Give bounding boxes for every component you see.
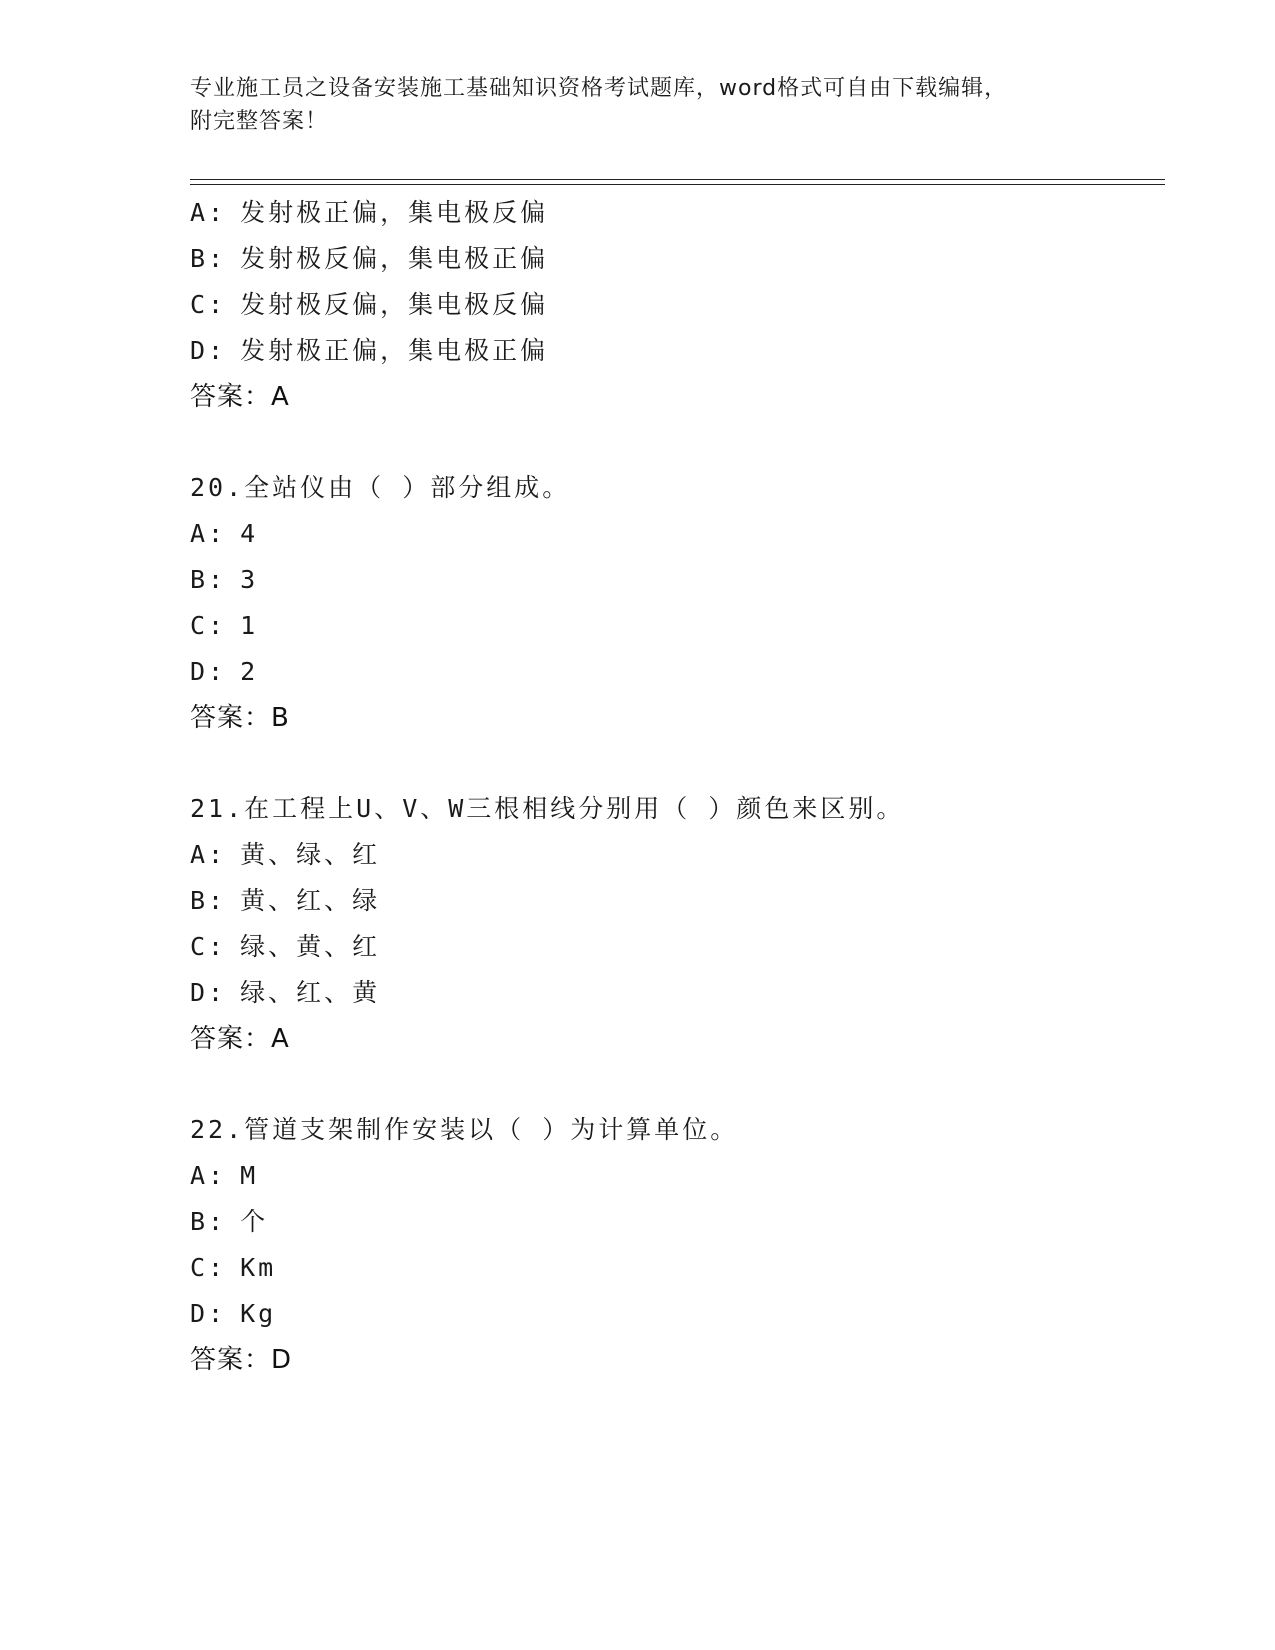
question-text: 20.全站仪由（ ）部分组成。: [190, 473, 571, 502]
answer-line: 答案：D: [190, 1345, 293, 1375]
option-letter: A:: [190, 1161, 227, 1190]
option-letter: D:: [190, 336, 227, 365]
option-letter: A:: [190, 198, 227, 227]
option-text: 发射极正偏，集电极反偏: [240, 198, 549, 227]
option-a: [190, 1153, 1170, 1199]
option-letter: D:: [190, 1299, 227, 1328]
header-divider-bottom: [190, 184, 1165, 185]
option-text: 黄、绿、红: [240, 840, 381, 869]
answer-line: 答案：A: [190, 382, 290, 412]
option-letter: B:: [190, 565, 227, 594]
option-text: 发射极正偏，集电极正偏: [240, 336, 549, 365]
option-b: [190, 236, 1170, 282]
question-text: 21.在工程上U、V、W三根相线分别用（ ）颜色来区别。: [190, 794, 905, 823]
option-text: 黄、红、绿: [240, 886, 381, 915]
option-c: [190, 603, 1170, 649]
option-text: 绿、黄、红: [240, 932, 381, 961]
option-text: 绿、红、黄: [240, 978, 381, 1007]
option-letter: D:: [190, 978, 227, 1007]
option-letter: B:: [190, 244, 227, 273]
option-letter: D:: [190, 657, 227, 686]
option-text: 2: [240, 657, 259, 686]
question-block-20: [190, 465, 1170, 741]
document-header: [190, 72, 1090, 138]
spacer: [190, 741, 1170, 786]
question-list: [190, 190, 1170, 1383]
question-block-21: [190, 786, 1170, 1062]
option-b: [190, 878, 1170, 924]
option-letter: A:: [190, 519, 227, 548]
option-letter: C:: [190, 932, 227, 961]
option-d: [190, 1291, 1170, 1337]
option-text: 4: [240, 519, 259, 548]
spacer: [190, 420, 1170, 465]
option-letter: C:: [190, 1253, 227, 1282]
option-b: [190, 1199, 1170, 1245]
answer-line: 答案：B: [190, 703, 290, 733]
option-text: 3: [240, 565, 259, 594]
option-text: 发射极反偏，集电极反偏: [240, 290, 549, 319]
option-c: [190, 282, 1170, 328]
option-c: [190, 924, 1170, 970]
question-text: 22.管道支架制作安装以（ ）为计算单位。: [190, 1115, 739, 1144]
option-a: [190, 190, 1170, 236]
option-b: [190, 557, 1170, 603]
option-text: 1: [240, 611, 259, 640]
header-divider-top: [190, 179, 1165, 180]
header-line-1: 专业施工员之设备安装施工基础知识资格考试题库，word格式可自由下载编辑，: [190, 76, 1008, 101]
option-letter: B:: [190, 886, 227, 915]
option-d: [190, 649, 1170, 695]
option-a: [190, 511, 1170, 557]
option-letter: C:: [190, 611, 227, 640]
option-text: Kg: [240, 1299, 277, 1328]
option-text: 发射极反偏，集电极正偏: [240, 244, 549, 273]
option-d: [190, 970, 1170, 1016]
option-letter: A:: [190, 840, 227, 869]
spacer: [190, 1062, 1170, 1107]
option-d: [190, 328, 1170, 374]
question-block-22: [190, 1107, 1170, 1383]
option-letter: B:: [190, 1207, 227, 1236]
option-c: [190, 1245, 1170, 1291]
option-text: M: [240, 1161, 259, 1190]
answer-line: 答案：A: [190, 1024, 290, 1054]
option-text: 个: [240, 1207, 269, 1236]
option-a: [190, 832, 1170, 878]
question-block-19: [190, 190, 1170, 420]
header-line-2: 附完整答案！: [190, 109, 329, 134]
option-letter: C:: [190, 290, 227, 319]
option-text: Km: [240, 1253, 277, 1282]
